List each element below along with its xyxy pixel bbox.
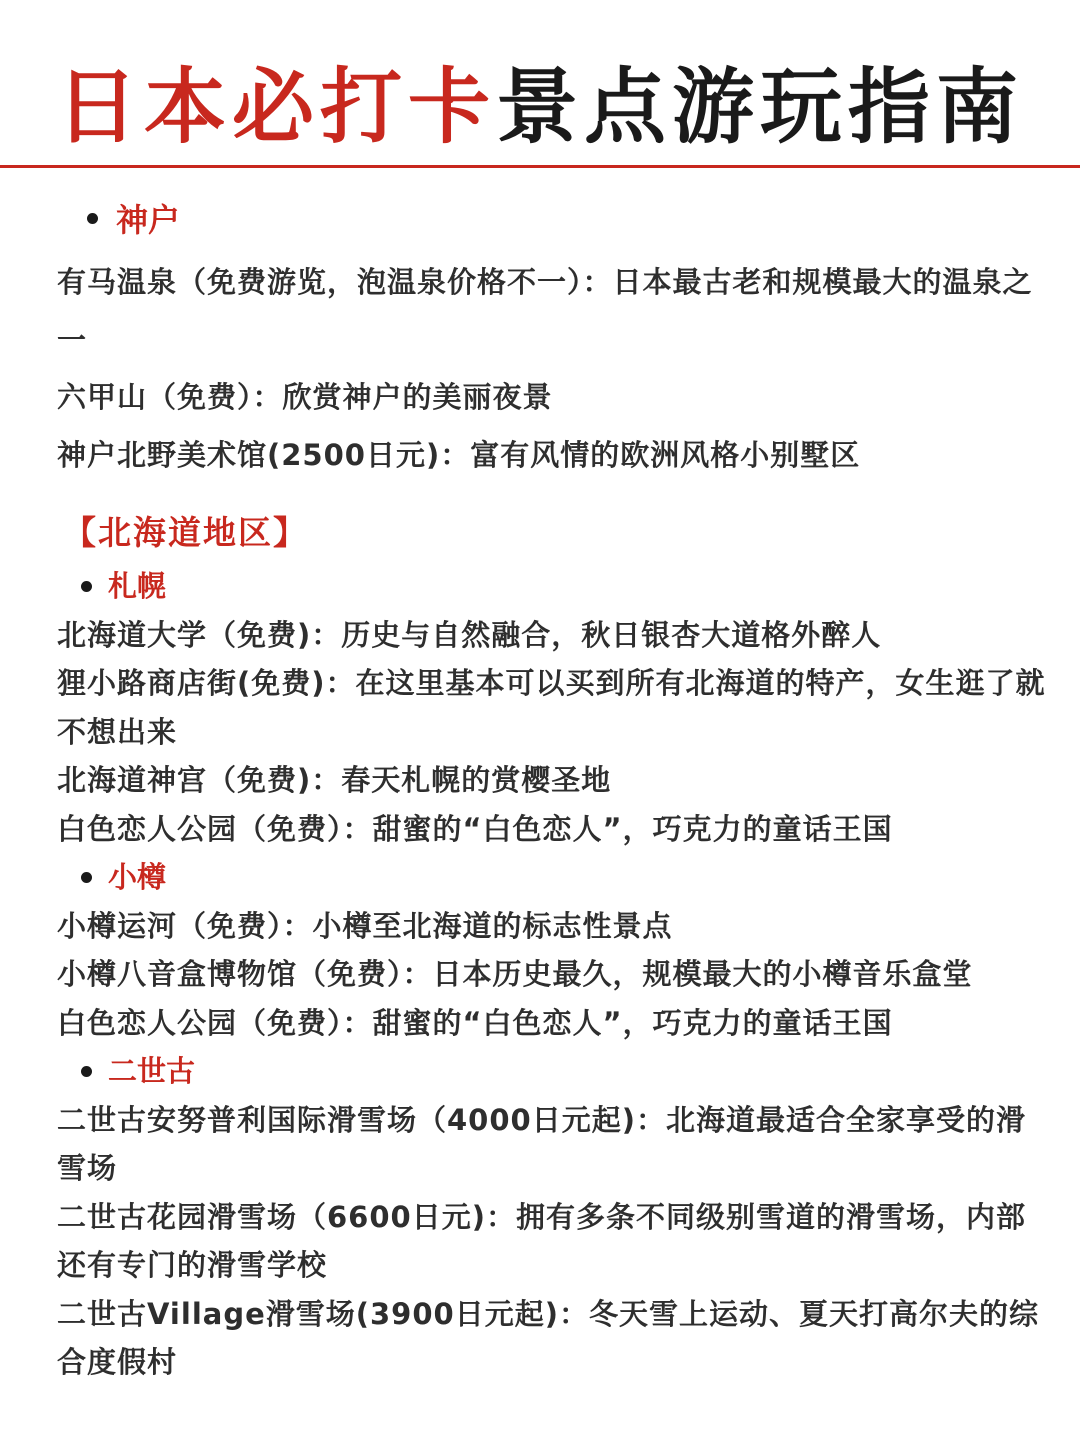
otaru-section bbox=[57, 853, 1047, 1047]
sapporo-entry: 北海道神宫（免费)：春天札幌的赏樱圣地 bbox=[57, 763, 612, 797]
sapporo-entry: 北海道大学（免费)：历史与自然融合，秋日银杏大道格外醉人 bbox=[57, 617, 882, 652]
guide-content bbox=[57, 190, 1047, 1387]
sapporo-heading-label: 札幌 bbox=[108, 569, 167, 603]
kobe-heading-label: 神户 bbox=[116, 201, 181, 239]
niseko-section bbox=[57, 1047, 1047, 1387]
otaru-heading bbox=[57, 853, 1047, 902]
title-black-part: 景点游玩指南 bbox=[496, 60, 1025, 155]
otaru-entry: 小樽运河（免费）：小樽至北海道的标志性景点 bbox=[57, 908, 673, 943]
otaru-entry: 小樽八音盒博物馆（免费）：日本历史最久，规模最大的小樽音乐盒堂 bbox=[57, 957, 973, 991]
bullet-dot-icon bbox=[81, 872, 92, 883]
sapporo-section bbox=[57, 562, 1047, 853]
title-red-part: 日本必打卡 bbox=[55, 60, 496, 155]
sapporo-entry: 白色恋人公园（免费）：甜蜜的“白色恋人”，巧克力的童话王国 bbox=[57, 811, 893, 846]
kobe-section bbox=[57, 190, 1047, 484]
kobe-entry: 有马温泉（免费游览，泡温泉价格不一）：日本最古老和规模最大的温泉之一 bbox=[57, 265, 1033, 357]
kobe-entry: 六甲山（免费）：欣赏神户的美丽夜景 bbox=[57, 380, 553, 414]
sapporo-entry: 狸小路商店街(免费)：在这里基本可以买到所有北海道的特产，女生逛了就不想出来 bbox=[57, 666, 1046, 749]
otaru-entry: 白色恋人公园（免费）：甜蜜的“白色恋人”，巧克力的童话王国 bbox=[57, 1005, 893, 1040]
page-title bbox=[0, 58, 1080, 158]
title-divider bbox=[0, 165, 1080, 168]
bullet-dot-icon bbox=[87, 213, 98, 224]
otaru-heading-label: 小樽 bbox=[108, 860, 167, 894]
kobe-heading bbox=[57, 190, 1047, 246]
niseko-entry: 二世古Village滑雪场(3900日元起)：冬天雪上运动、夏天打高尔夫的综合度假村 bbox=[57, 1296, 1039, 1379]
bullet-dot-icon bbox=[81, 581, 92, 592]
kobe-entry: 神户北野美术馆(2500日元)：富有风情的欧洲风格小别墅区 bbox=[57, 437, 861, 472]
sapporo-heading bbox=[57, 562, 1047, 611]
bullet-dot-icon bbox=[81, 1066, 92, 1077]
niseko-entry: 二世古花园滑雪场（6600日元)：拥有多条不同级别雪道的滑雪场，内部还有专门的滑雪学校 bbox=[57, 1199, 1026, 1282]
niseko-heading bbox=[57, 1047, 1047, 1096]
niseko-entry: 二世古安努普利国际滑雪场（4000日元起)：北海道最适合全家享受的滑雪场 bbox=[57, 1102, 1026, 1185]
region-heading-hokkaido: 【北海道地区】 bbox=[63, 513, 308, 552]
niseko-heading-label: 二世古 bbox=[108, 1054, 196, 1088]
